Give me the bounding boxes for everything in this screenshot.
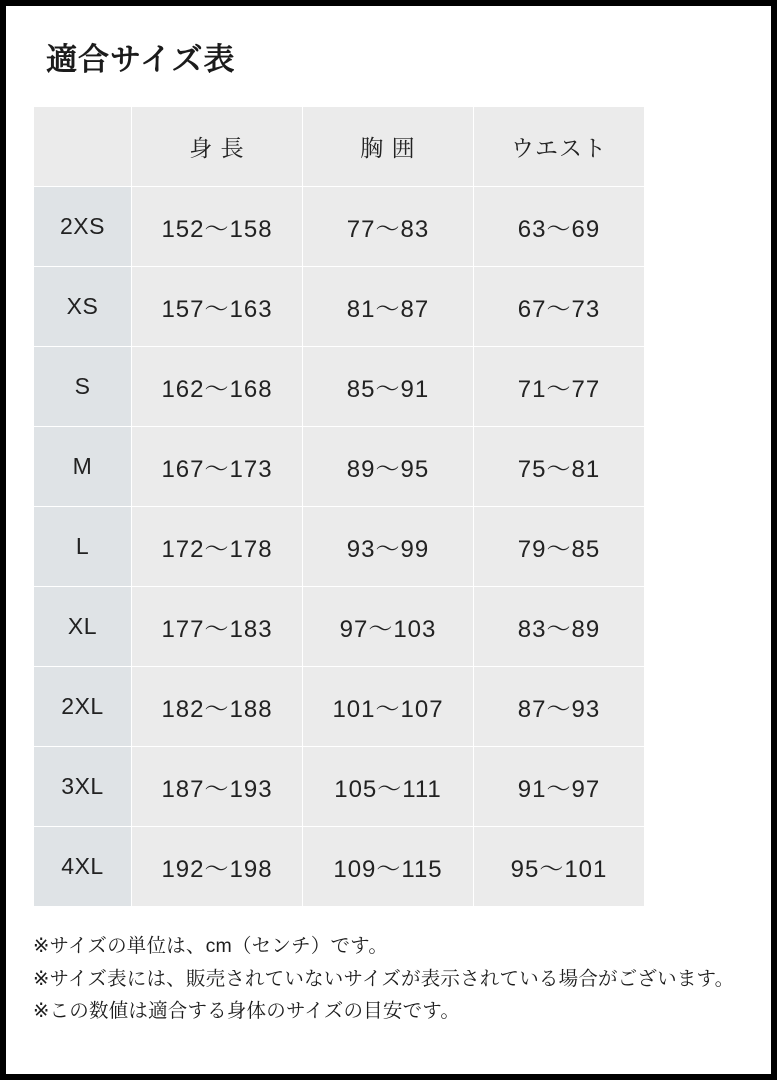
row-size-label: S — [34, 347, 132, 427]
table-corner-cell — [34, 107, 132, 187]
note-guideline: ※この数値は適合する身体のサイズの目安です。 — [33, 1000, 461, 1023]
cell-waist: 71〜77 — [474, 347, 645, 427]
column-header-chest: 胸 囲 — [303, 107, 474, 187]
table-row — [34, 187, 645, 267]
table-row — [34, 507, 645, 587]
table-row — [34, 747, 645, 827]
cell-chest: 81〜87 — [303, 267, 474, 347]
row-size-label: M — [34, 427, 132, 507]
table-body — [34, 187, 645, 907]
cell-height: 172〜178 — [132, 507, 303, 587]
cell-waist: 79〜85 — [474, 507, 645, 587]
cell-height: 162〜168 — [132, 347, 303, 427]
cell-height: 152〜158 — [132, 187, 303, 267]
row-size-label: XS — [34, 267, 132, 347]
notes-block — [33, 931, 745, 1028]
cell-chest: 109〜115 — [303, 827, 474, 907]
column-header-height: 身 長 — [132, 107, 303, 187]
cell-waist: 63〜69 — [474, 187, 645, 267]
row-size-label: 3XL — [34, 747, 132, 827]
size-chart-table — [33, 106, 645, 907]
cell-waist: 75〜81 — [474, 427, 645, 507]
cell-chest: 89〜95 — [303, 427, 474, 507]
table-row — [34, 427, 645, 507]
cell-height: 192〜198 — [132, 827, 303, 907]
cell-height: 177〜183 — [132, 587, 303, 667]
cell-chest: 93〜99 — [303, 507, 474, 587]
cell-waist: 67〜73 — [474, 267, 645, 347]
cell-chest: 97〜103 — [303, 587, 474, 667]
note-availability: ※サイズ表には、販売されていないサイズが表示されている場合がございます。 — [33, 967, 735, 990]
cell-height: 157〜163 — [132, 267, 303, 347]
table-row — [34, 667, 645, 747]
cell-chest: 101〜107 — [303, 667, 474, 747]
table-row — [34, 587, 645, 667]
page-title: 適合サイズ表 — [46, 42, 236, 77]
table-header — [34, 107, 645, 187]
table-row — [34, 267, 645, 347]
cell-waist: 83〜89 — [474, 587, 645, 667]
cell-height: 167〜173 — [132, 427, 303, 507]
row-size-label: 2XS — [34, 187, 132, 267]
table-header-row — [34, 107, 645, 187]
table-row — [34, 827, 645, 907]
size-chart-page — [6, 6, 771, 1074]
cell-height: 182〜188 — [132, 667, 303, 747]
cell-chest: 105〜111 — [303, 747, 474, 827]
cell-waist: 87〜93 — [474, 667, 645, 747]
row-size-label: L — [34, 507, 132, 587]
cell-height: 187〜193 — [132, 747, 303, 827]
column-header-waist: ウエスト — [474, 107, 645, 187]
cell-waist: 91〜97 — [474, 747, 645, 827]
note-unit: ※サイズの単位は、cm（センチ）です。 — [33, 935, 389, 957]
row-size-label: 4XL — [34, 827, 132, 907]
row-size-label: 2XL — [34, 667, 132, 747]
cell-waist: 95〜101 — [474, 827, 645, 907]
row-size-label: XL — [34, 587, 132, 667]
cell-chest: 85〜91 — [303, 347, 474, 427]
cell-chest: 77〜83 — [303, 187, 474, 267]
table-row — [34, 347, 645, 427]
